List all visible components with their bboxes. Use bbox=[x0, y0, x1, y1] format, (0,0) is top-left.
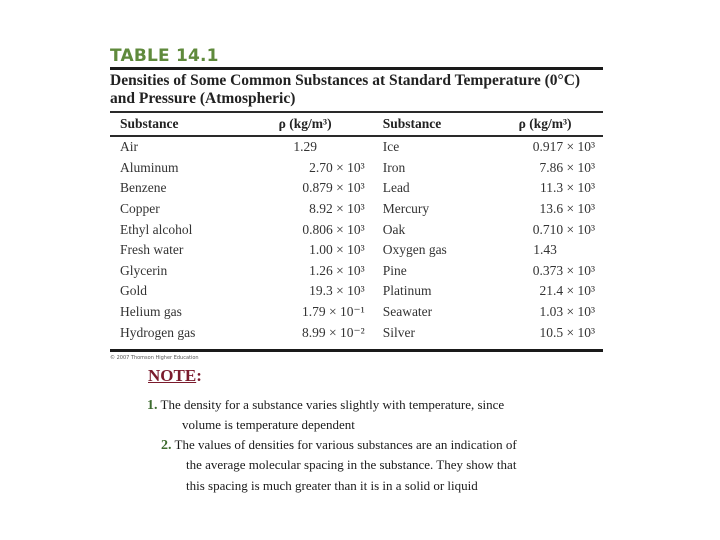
note-item-2-cont2: this spacing is much greater than it is in a solid or liquid bbox=[186, 478, 478, 493]
substance-cell: Pine bbox=[382, 262, 407, 278]
note-number: 2. bbox=[161, 438, 172, 453]
density-cell: 8.99 × 10⁻² bbox=[302, 324, 365, 340]
table-row bbox=[110, 199, 603, 220]
table-row bbox=[110, 322, 603, 343]
substance-cell: Platinum bbox=[382, 283, 432, 299]
density-cell: 13.6 × 10³ bbox=[539, 201, 595, 217]
density-cell: 0.710 × 10³ bbox=[532, 221, 595, 237]
table-row bbox=[110, 240, 603, 261]
bottom-rule bbox=[110, 349, 603, 352]
table-row bbox=[110, 158, 603, 179]
substance-cell: Hydrogen gas bbox=[120, 324, 196, 340]
table-row bbox=[110, 219, 603, 240]
table-caption bbox=[110, 70, 603, 111]
note-number: 1. bbox=[147, 398, 158, 413]
substance-cell: Seawater bbox=[382, 304, 433, 320]
note-item-1-cont: volume is temperature dependent bbox=[182, 417, 355, 432]
substance-cell: Iron bbox=[382, 159, 406, 175]
table-label: TABLE 14.1 bbox=[110, 46, 219, 66]
note-heading bbox=[148, 366, 202, 386]
note-item-2 bbox=[161, 437, 517, 454]
density-cell: 1.79 × 10⁻¹ bbox=[302, 304, 365, 320]
density-cell: 7.86 × 10³ bbox=[539, 159, 595, 175]
header-density-1: ρ (kg/m³) bbox=[278, 116, 332, 131]
substance-cell: Fresh water bbox=[120, 242, 184, 258]
substance-cell: Oxygen gas bbox=[382, 242, 447, 258]
density-cell: 1.00 × 10³ bbox=[309, 242, 365, 258]
copyright-text: © 2007 Thomson Higher Education bbox=[110, 354, 199, 361]
density-cell: 2.70 × 10³ bbox=[309, 159, 365, 175]
density-cell: 21.4 × 10³ bbox=[539, 283, 595, 299]
substance-cell: Oak bbox=[382, 221, 406, 237]
substance-cell: Silver bbox=[382, 324, 415, 340]
density-table-block bbox=[110, 46, 603, 361]
density-cell: 1.29 bbox=[293, 139, 317, 155]
note-colon: : bbox=[196, 366, 202, 385]
substance-cell: Copper bbox=[120, 201, 160, 217]
note-item-2-cont: the average molecular spacing in the substance. They show that bbox=[186, 457, 517, 472]
density-cell: 1.43 bbox=[533, 242, 557, 258]
table-row bbox=[110, 137, 603, 158]
density-cell: 0.917 × 10³ bbox=[532, 139, 595, 155]
note-item-1 bbox=[147, 397, 504, 414]
density-cell: 11.3 × 10³ bbox=[539, 180, 595, 196]
table-row bbox=[110, 178, 603, 199]
caption-line-1: Densities of Some Common Substances at Standard Temperature (0°C) bbox=[110, 72, 581, 89]
table-header-row bbox=[110, 113, 603, 135]
substance-cell: Ethyl alcohol bbox=[120, 221, 193, 237]
note-text: The density for a substance varies slightly with temperature, since bbox=[157, 397, 505, 412]
header-substance-2: Substance bbox=[382, 116, 442, 131]
density-table bbox=[110, 113, 603, 343]
density-cell: 0.373 × 10³ bbox=[532, 262, 595, 278]
table-row bbox=[110, 281, 603, 302]
density-cell: 1.03 × 10³ bbox=[539, 304, 595, 320]
substance-cell: Gold bbox=[120, 283, 147, 299]
substance-cell: Glycerin bbox=[120, 262, 168, 278]
note-text: The values of densities for various substances are an indication of bbox=[171, 437, 517, 452]
substance-cell: Lead bbox=[382, 180, 410, 196]
substance-cell: Aluminum bbox=[120, 159, 179, 175]
table-row bbox=[110, 302, 603, 323]
density-cell: 0.879 × 10³ bbox=[302, 180, 365, 196]
substance-cell: Ice bbox=[382, 139, 400, 155]
note-title: NOTE bbox=[148, 366, 197, 385]
density-cell: 1.26 × 10³ bbox=[309, 262, 365, 278]
substance-cell: Air bbox=[120, 139, 138, 155]
header-density-2: ρ (kg/m³) bbox=[518, 116, 572, 131]
caption-line-2: and Pressure (Atmospheric) bbox=[110, 90, 296, 107]
substance-cell: Helium gas bbox=[120, 304, 182, 320]
density-cell: 10.5 × 10³ bbox=[539, 324, 595, 340]
table-row bbox=[110, 261, 603, 282]
density-cell: 19.3 × 10³ bbox=[309, 283, 365, 299]
density-cell: 8.92 × 10³ bbox=[309, 201, 365, 217]
substance-cell: Mercury bbox=[382, 201, 430, 217]
substance-cell: Benzene bbox=[120, 180, 167, 196]
header-substance-1: Substance bbox=[120, 116, 179, 131]
density-cell: 0.806 × 10³ bbox=[302, 221, 365, 237]
